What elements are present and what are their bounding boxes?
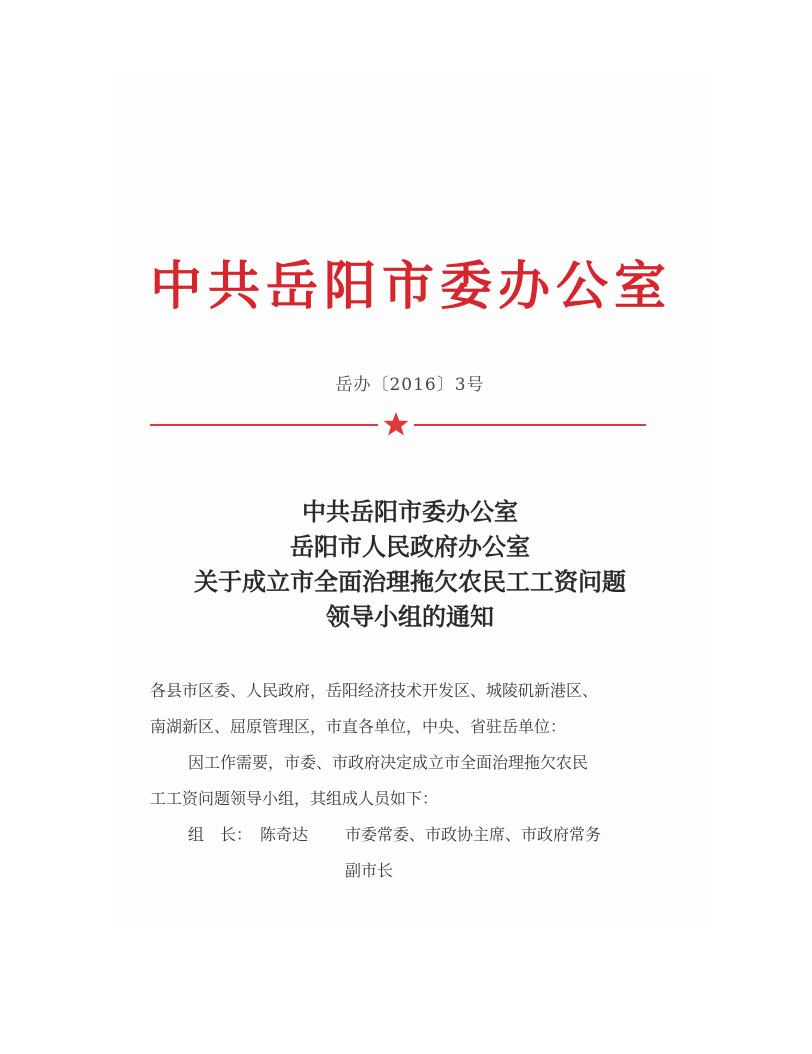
star-icon	[382, 410, 410, 438]
notice-title-line: 中共岳阳市委办公室	[302, 497, 518, 526]
notice-title	[130, 494, 690, 634]
notice-title-line: 关于成立市全面治理拖欠农民工工资问题	[194, 567, 626, 596]
body-paragraph-line: 因工作需要，市委、市政府决定成立市全面治理拖欠农民	[188, 753, 589, 772]
notice-title-line: 岳阳市人民政府办公室	[290, 532, 530, 561]
header-rule-right	[414, 424, 646, 426]
member-position: 副市长	[345, 861, 394, 880]
issuing-organization-header: 中共岳阳市委办公室	[150, 256, 673, 317]
member-name: 陈奇达	[260, 825, 309, 844]
addressee-line: 南湖新区、屈原管理区，市直各单位，中央、省驻岳单位：	[150, 717, 567, 736]
member-position: 市委常委、市政协主席、市政府常务	[345, 825, 602, 844]
body-paragraph-line: 工工资问题领导小组，其组成人员如下：	[150, 789, 439, 808]
addressee-line: 各县市区委、人民政府，岳阳经济技术开发区、城陵矶新港区、	[150, 681, 599, 700]
header-rule-left	[150, 424, 378, 426]
member-role: 组 长：	[188, 825, 253, 844]
notice-title-line: 领导小组的通知	[326, 602, 494, 631]
document-number: 岳办〔2016〕3号	[335, 375, 485, 395]
